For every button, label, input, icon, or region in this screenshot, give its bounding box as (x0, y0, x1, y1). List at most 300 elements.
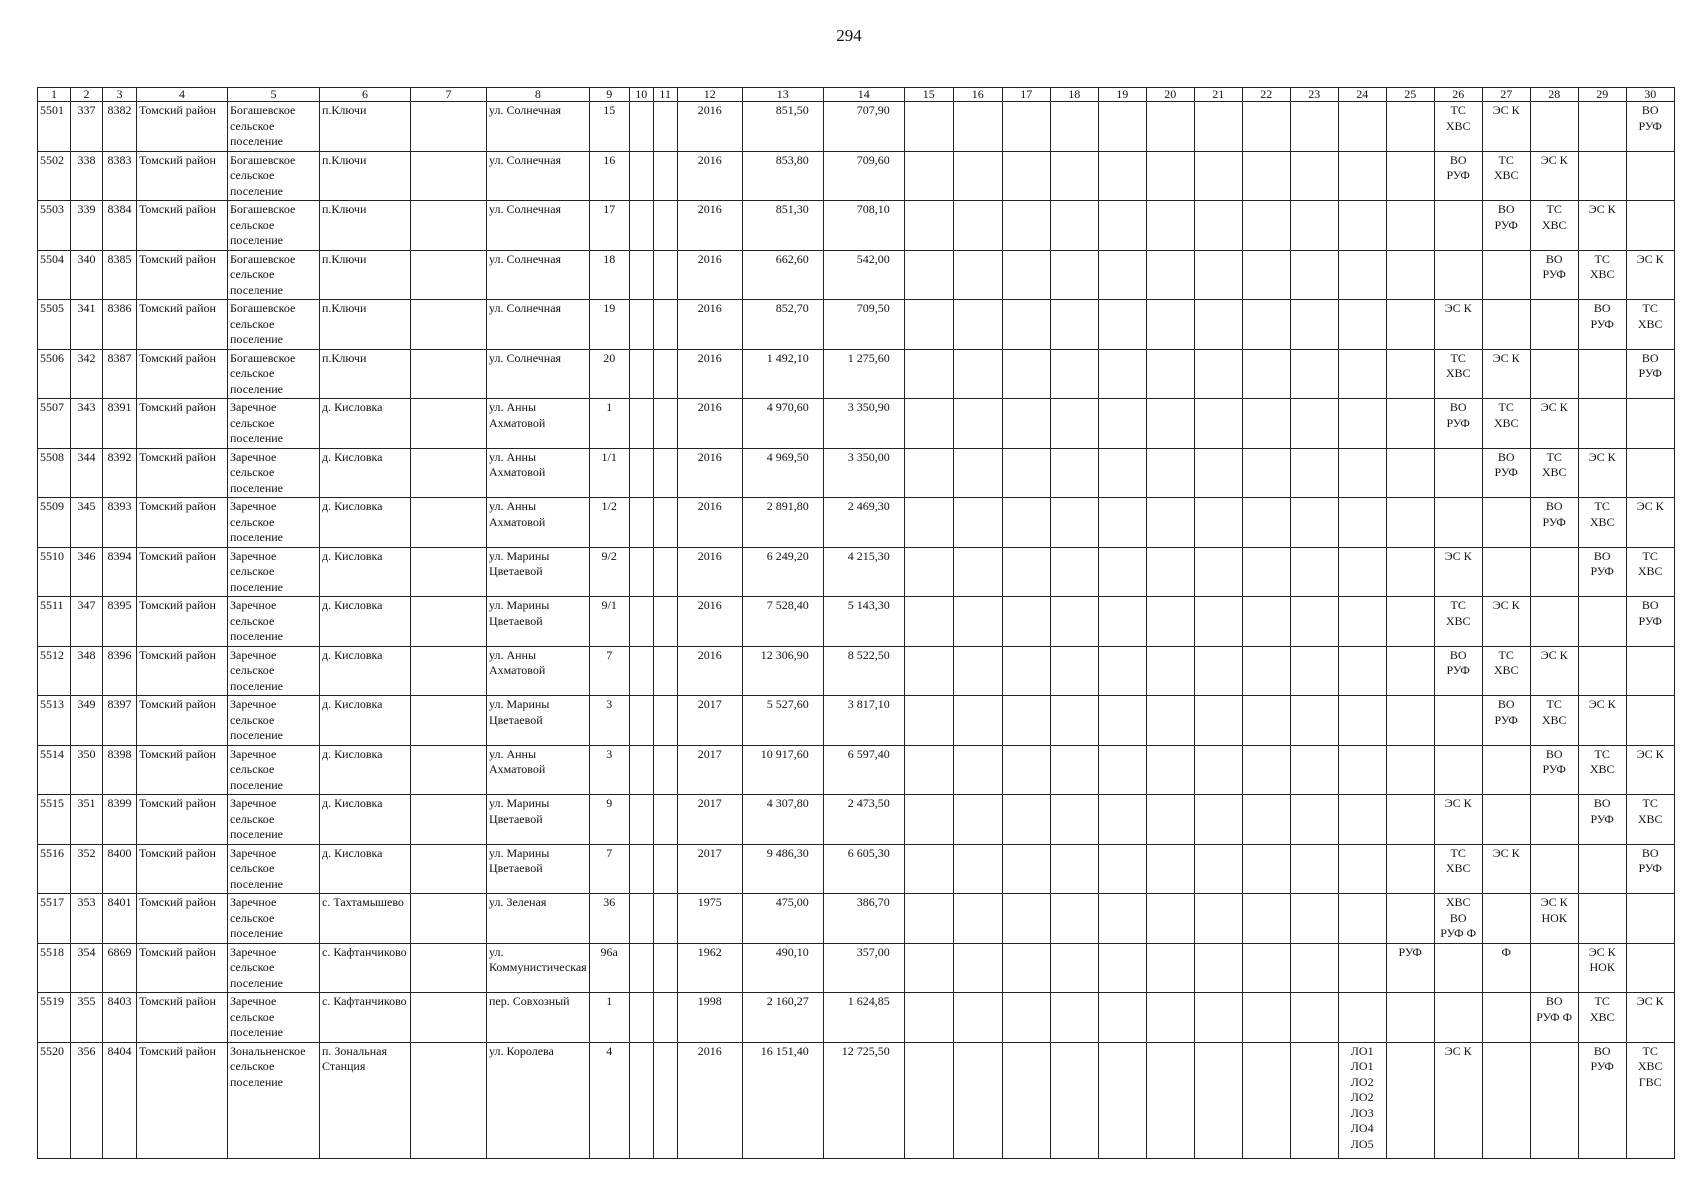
table-cell: 8396 (103, 646, 137, 696)
table-cell (1626, 646, 1674, 696)
table-cell: ЭС К (1530, 151, 1578, 201)
table-cell: 8387 (103, 349, 137, 399)
table-cell: Заречное сельское поселение (228, 745, 320, 795)
table-cell: ул. Марины Цветаевой (487, 597, 590, 647)
table-cell (1386, 102, 1434, 152)
table-cell (411, 597, 487, 647)
table-cell: 337 (71, 102, 103, 152)
table-cell (1386, 894, 1434, 944)
table-cell: 3 (589, 745, 629, 795)
table-cell: 10 917,60 (742, 745, 823, 795)
table-cell: 9/2 (589, 547, 629, 597)
table-cell: Заречное сельское поселение (228, 993, 320, 1043)
table-row (38, 646, 1675, 696)
table-cell (953, 399, 1002, 449)
table-cell: 6 597,40 (823, 745, 904, 795)
table-cell (1002, 745, 1050, 795)
table-cell: 7 528,40 (742, 597, 823, 647)
table-cell: Томский район (137, 300, 228, 350)
column-header: 12 (677, 88, 742, 102)
table-cell (1242, 300, 1290, 350)
table-cell: 4 215,30 (823, 547, 904, 597)
table-cell: ТС ХВС (1434, 597, 1482, 647)
column-header: 7 (411, 88, 487, 102)
table-cell (1002, 993, 1050, 1043)
table-cell (1194, 1042, 1242, 1158)
table-cell (1626, 151, 1674, 201)
table-cell (411, 349, 487, 399)
table-cell (904, 448, 953, 498)
table-cell (953, 349, 1002, 399)
table-cell: 8398 (103, 745, 137, 795)
table-cell (1098, 844, 1146, 894)
table-cell: 8391 (103, 399, 137, 449)
table-cell: ул. Солнечная (487, 102, 590, 152)
table-cell (1242, 993, 1290, 1043)
table-cell: Богашевское сельское поселение (228, 151, 320, 201)
table-cell: Томский район (137, 250, 228, 300)
table-cell: 2 469,30 (823, 498, 904, 548)
table-cell (904, 547, 953, 597)
table-cell: 3 350,00 (823, 448, 904, 498)
table-cell: 2016 (677, 250, 742, 300)
table-cell (1002, 597, 1050, 647)
table-cell (1242, 745, 1290, 795)
table-cell (1386, 1042, 1434, 1158)
table-cell (1626, 894, 1674, 944)
table-cell: ул. Королева (487, 1042, 590, 1158)
table-cell (1002, 498, 1050, 548)
table-row (38, 844, 1675, 894)
table-cell: ВО РУФ (1530, 250, 1578, 300)
table-cell (1530, 795, 1578, 845)
table-cell (629, 102, 653, 152)
table-cell: Томский район (137, 102, 228, 152)
table-cell (1146, 894, 1194, 944)
table-cell (1098, 102, 1146, 152)
table-cell (1578, 894, 1626, 944)
table-cell: 15 (589, 102, 629, 152)
table-cell: Томский район (137, 399, 228, 449)
table-cell (1242, 696, 1290, 746)
table-cell: Заречное сельское поселение (228, 399, 320, 449)
table-cell: 351 (71, 795, 103, 845)
table-cell (904, 795, 953, 845)
table-cell (1434, 696, 1482, 746)
table-cell (629, 349, 653, 399)
table-cell: 5512 (38, 646, 71, 696)
table-cell: ТС ХВС (1578, 993, 1626, 1043)
table-cell (1194, 993, 1242, 1043)
table-cell: Заречное сельское поселение (228, 844, 320, 894)
table-cell (1050, 349, 1098, 399)
table-cell (1098, 300, 1146, 350)
table-cell: 3 (589, 696, 629, 746)
table-cell: ул. Солнечная (487, 151, 590, 201)
table-row (38, 201, 1675, 251)
table-cell: 5504 (38, 250, 71, 300)
table-cell: 6869 (103, 943, 137, 993)
table-cell: 851,30 (742, 201, 823, 251)
table-cell (1050, 547, 1098, 597)
table-cell (411, 745, 487, 795)
table-cell (629, 151, 653, 201)
table-cell: Томский район (137, 844, 228, 894)
table-cell: д. Кисловка (320, 745, 411, 795)
column-header: 8 (487, 88, 590, 102)
table-cell (1146, 696, 1194, 746)
table-cell: ЭС К (1626, 745, 1674, 795)
table-cell (1386, 201, 1434, 251)
table-cell (1146, 547, 1194, 597)
table-cell: Томский район (137, 597, 228, 647)
table-cell (1146, 201, 1194, 251)
table-cell: Томский район (137, 201, 228, 251)
table-cell: ТС ХВС (1530, 448, 1578, 498)
table-cell: 344 (71, 448, 103, 498)
table-cell (1050, 1042, 1098, 1158)
table-cell: ЭС К (1434, 300, 1482, 350)
table-cell (653, 943, 677, 993)
table-cell (653, 300, 677, 350)
table-cell: 8384 (103, 201, 137, 251)
table-cell (1098, 349, 1146, 399)
table-cell (953, 597, 1002, 647)
table-row (38, 151, 1675, 201)
table-cell (1290, 547, 1338, 597)
table-cell (1098, 894, 1146, 944)
table-cell (1290, 201, 1338, 251)
table-cell (1482, 498, 1530, 548)
table-cell: Томский район (137, 349, 228, 399)
table-cell: ул. Солнечная (487, 250, 590, 300)
table-cell: ЭС К (1482, 597, 1530, 647)
table-cell: 542,00 (823, 250, 904, 300)
table-cell: 346 (71, 547, 103, 597)
table-cell (1338, 151, 1386, 201)
table-cell (953, 547, 1002, 597)
table-row (38, 943, 1675, 993)
table-cell (1386, 646, 1434, 696)
table-cell: Томский район (137, 448, 228, 498)
table-cell: ВО РУФ (1530, 498, 1578, 548)
table-cell: 19 (589, 300, 629, 350)
table-cell: 1 275,60 (823, 349, 904, 399)
table-cell: Ф (1482, 943, 1530, 993)
table-cell (1338, 250, 1386, 300)
table-cell (1002, 102, 1050, 152)
table-cell (1002, 646, 1050, 696)
table-cell (1194, 696, 1242, 746)
table-cell (1338, 547, 1386, 597)
table-cell: с. Кафтанчиково (320, 993, 411, 1043)
table-cell (1578, 844, 1626, 894)
table-cell: ЭС К НОК (1530, 894, 1578, 944)
table-cell: 342 (71, 349, 103, 399)
table-cell: 8395 (103, 597, 137, 647)
column-header: 23 (1290, 88, 1338, 102)
table-cell: ТС ХВС (1578, 250, 1626, 300)
table-cell (629, 547, 653, 597)
table-cell: 8393 (103, 498, 137, 548)
table-cell (1242, 646, 1290, 696)
table-cell (653, 448, 677, 498)
table-cell: ул. Марины Цветаевой (487, 696, 590, 746)
table-cell: Заречное сельское поселение (228, 894, 320, 944)
table-cell: 5508 (38, 448, 71, 498)
table-cell (629, 300, 653, 350)
table-cell: 5507 (38, 399, 71, 449)
table-cell (411, 151, 487, 201)
table-cell: п.Ключи (320, 201, 411, 251)
table-cell (1386, 993, 1434, 1043)
table-cell (1002, 943, 1050, 993)
table-cell: ВО РУФ Ф (1530, 993, 1578, 1043)
table-cell: с. Кафтанчиково (320, 943, 411, 993)
table-cell (1098, 399, 1146, 449)
table-cell (1386, 399, 1434, 449)
table-cell (1146, 102, 1194, 152)
table-cell (1578, 646, 1626, 696)
table-cell (1242, 201, 1290, 251)
table-cell: ЭС К (1578, 201, 1626, 251)
table-cell (904, 894, 953, 944)
table-cell: Томский район (137, 993, 228, 1043)
column-header: 20 (1146, 88, 1194, 102)
table-cell: 2016 (677, 300, 742, 350)
table-cell (629, 646, 653, 696)
table-cell (1290, 300, 1338, 350)
table-cell: 5515 (38, 795, 71, 845)
table-cell (1386, 250, 1434, 300)
table-cell (629, 250, 653, 300)
table-cell: Томский район (137, 498, 228, 548)
table-cell: 341 (71, 300, 103, 350)
table-cell: ВО РУФ (1626, 102, 1674, 152)
table-cell (953, 300, 1002, 350)
table-cell: 4 (589, 1042, 629, 1158)
table-cell (1002, 349, 1050, 399)
table-cell: ВО РУФ (1434, 399, 1482, 449)
table-cell (1050, 646, 1098, 696)
table-cell (1578, 151, 1626, 201)
table-cell (1578, 597, 1626, 647)
table-cell (629, 399, 653, 449)
table-cell: 5511 (38, 597, 71, 647)
table-cell: 2016 (677, 102, 742, 152)
table-cell (1098, 696, 1146, 746)
table-cell: 355 (71, 993, 103, 1043)
table-cell (1290, 151, 1338, 201)
table-cell (1482, 795, 1530, 845)
table-cell (1530, 1042, 1578, 1158)
table-cell (1050, 795, 1098, 845)
table-cell (1482, 1042, 1530, 1158)
table-cell (1098, 151, 1146, 201)
table-cell (1242, 102, 1290, 152)
table-cell: 1 624,85 (823, 993, 904, 1043)
table-cell (1146, 349, 1194, 399)
column-header: 4 (137, 88, 228, 102)
table-cell: ЭС К (1434, 795, 1482, 845)
column-header: 18 (1050, 88, 1098, 102)
table-cell: ул. Анны Ахматовой (487, 399, 590, 449)
table-cell: 2016 (677, 547, 742, 597)
table-cell (904, 745, 953, 795)
table-cell: 8404 (103, 1042, 137, 1158)
table-cell: 2 473,50 (823, 795, 904, 845)
table-cell (1290, 993, 1338, 1043)
table-cell (1482, 300, 1530, 350)
table-cell (904, 844, 953, 894)
table-cell: ТС ХВС (1530, 696, 1578, 746)
table-cell (1290, 349, 1338, 399)
table-cell (1242, 795, 1290, 845)
table-cell: ЭС К (1482, 349, 1530, 399)
table-cell (1482, 745, 1530, 795)
table-cell (1050, 399, 1098, 449)
table-cell: ТС ХВС (1578, 498, 1626, 548)
table-cell: 8401 (103, 894, 137, 944)
table-cell (1050, 498, 1098, 548)
table-cell (1098, 745, 1146, 795)
table-cell (904, 498, 953, 548)
table-cell (1530, 300, 1578, 350)
table-cell (653, 399, 677, 449)
table-cell: 386,70 (823, 894, 904, 944)
table-cell (1002, 696, 1050, 746)
table-cell: 4 970,60 (742, 399, 823, 449)
table-cell: 343 (71, 399, 103, 449)
table-cell: Богашевское сельское поселение (228, 201, 320, 251)
table-cell: ВО РУФ (1482, 448, 1530, 498)
table-cell: ХВС ВО РУФ Ф (1434, 894, 1482, 944)
table-cell (1146, 498, 1194, 548)
table-cell: д. Кисловка (320, 498, 411, 548)
table-cell: Томский район (137, 894, 228, 944)
table-cell (1194, 151, 1242, 201)
table-cell: Заречное сельское поселение (228, 646, 320, 696)
table-cell: 17 (589, 201, 629, 251)
table-cell (1290, 894, 1338, 944)
table-cell (1338, 448, 1386, 498)
table-cell (653, 1042, 677, 1158)
table-cell: 707,90 (823, 102, 904, 152)
table-cell: ВО РУФ (1434, 151, 1482, 201)
table-cell: Томский район (137, 151, 228, 201)
table-cell (1242, 1042, 1290, 1158)
table-row (38, 547, 1675, 597)
table-cell: Заречное сельское поселение (228, 448, 320, 498)
table-cell (1098, 547, 1146, 597)
table-cell: ВО РУФ (1482, 201, 1530, 251)
table-cell (1242, 597, 1290, 647)
table-cell (1290, 102, 1338, 152)
table-cell: 2016 (677, 1042, 742, 1158)
table-cell: Заречное сельское поселение (228, 795, 320, 845)
table-cell: 2016 (677, 597, 742, 647)
table-cell (1290, 498, 1338, 548)
table-cell: 5510 (38, 547, 71, 597)
table-cell (629, 943, 653, 993)
table-cell (411, 646, 487, 696)
table-cell: 5501 (38, 102, 71, 152)
table-cell (653, 993, 677, 1043)
table-cell (653, 151, 677, 201)
table-cell: 350 (71, 745, 103, 795)
table-row (38, 102, 1675, 152)
table-cell (953, 894, 1002, 944)
table-cell (1626, 943, 1674, 993)
column-header: 26 (1434, 88, 1482, 102)
table-cell (629, 597, 653, 647)
table-cell (653, 844, 677, 894)
table-cell: Томский район (137, 745, 228, 795)
table-cell (629, 448, 653, 498)
table-cell (1050, 597, 1098, 647)
table-row (38, 300, 1675, 350)
table-cell: ЭС К (1434, 1042, 1482, 1158)
table-cell: Зональненское сельское поселение (228, 1042, 320, 1158)
table-cell (1194, 547, 1242, 597)
table-cell (1338, 201, 1386, 251)
table-cell (1242, 399, 1290, 449)
table-cell: 8397 (103, 696, 137, 746)
header-row (38, 88, 1675, 102)
column-header: 30 (1626, 88, 1674, 102)
table-cell (953, 448, 1002, 498)
column-header: 16 (953, 88, 1002, 102)
column-header: 15 (904, 88, 953, 102)
table-cell: 853,80 (742, 151, 823, 201)
table-cell: 1/2 (589, 498, 629, 548)
table-cell: ул. Солнечная (487, 300, 590, 350)
table-cell (1194, 597, 1242, 647)
table-cell (1002, 300, 1050, 350)
table-cell (1578, 399, 1626, 449)
table-cell: 8403 (103, 993, 137, 1043)
table-cell: 5516 (38, 844, 71, 894)
table-cell (1098, 943, 1146, 993)
table-cell: 347 (71, 597, 103, 647)
table-cell (653, 597, 677, 647)
table-cell: 36 (589, 894, 629, 944)
table-cell (1338, 795, 1386, 845)
table-cell: ул. Зеленая (487, 894, 590, 944)
table-cell (904, 250, 953, 300)
table-cell (1098, 1042, 1146, 1158)
table-cell (1194, 349, 1242, 399)
table-cell (1146, 745, 1194, 795)
table-cell (1338, 745, 1386, 795)
table-cell: Томский район (137, 943, 228, 993)
table-cell (1530, 943, 1578, 993)
table-cell: 3 817,10 (823, 696, 904, 746)
table-cell (1146, 151, 1194, 201)
table-cell (1146, 844, 1194, 894)
table-cell (1194, 250, 1242, 300)
table-cell (1386, 448, 1434, 498)
table-cell (1050, 102, 1098, 152)
table-cell (1386, 151, 1434, 201)
table-cell (1194, 498, 1242, 548)
table-cell: ВО РУФ (1626, 597, 1674, 647)
table-row (38, 399, 1675, 449)
table-cell: Томский район (137, 696, 228, 746)
table-cell: 8400 (103, 844, 137, 894)
table-cell (1434, 250, 1482, 300)
table-cell (1338, 646, 1386, 696)
